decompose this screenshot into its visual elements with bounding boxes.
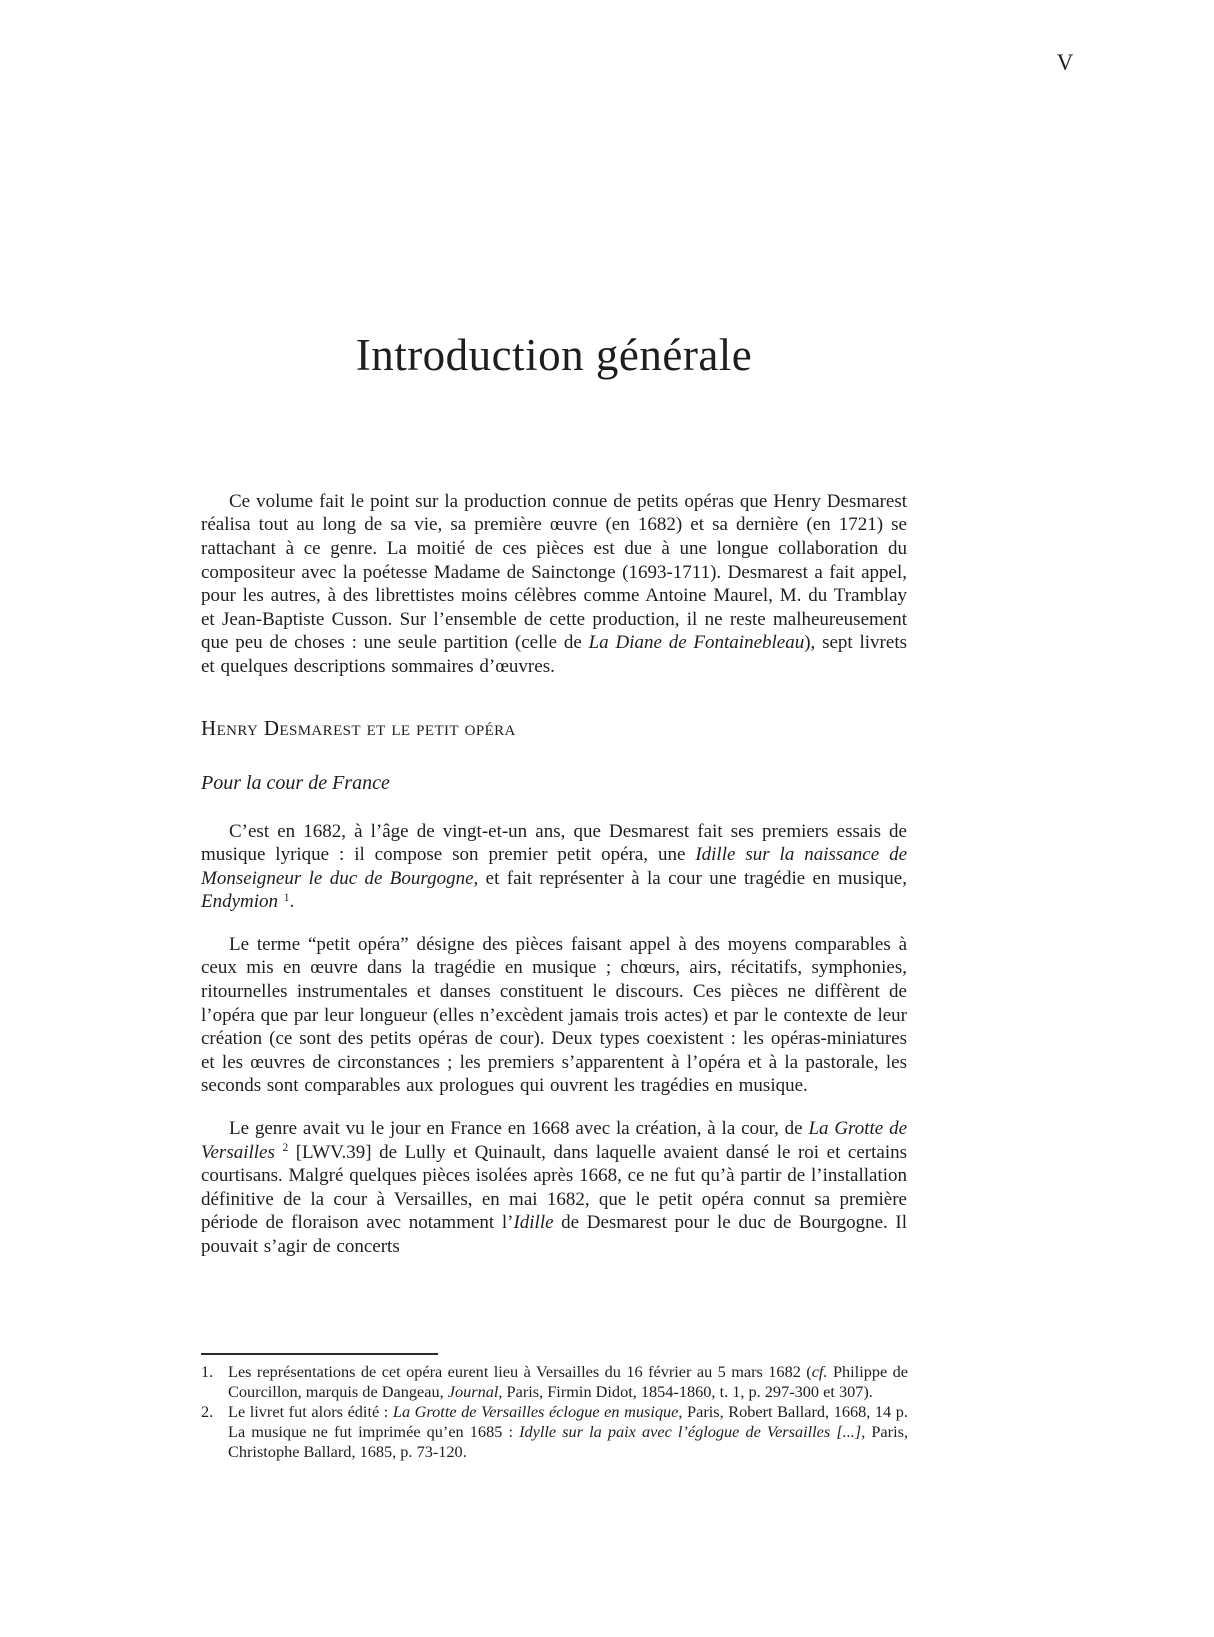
chapter-title: Introduction générale (355, 330, 753, 380)
footnote-separator-rule (201, 1353, 438, 1355)
text-column (201, 0, 907, 1278)
footnotes-block (201, 1353, 908, 1462)
paragraph-1: Ce volume fait le point sur la production connue de petits opéras que Henry Desmarest réalisa tout au long de sa vie, sa première œuvre (en 1682) et sa dernière (en 1721) se rattachant à ce genre. La moitié de ces pièces est due à une longue collaboration du compositeur avec la poétesse Madame de Sainctonge (1693-1711). Desmarest a fait appel, pour les autres, à des librettistes moins célèbres comme Antoine Maurel, M. du Tramblay et Jean-Baptiste Cusson. Sur l’ensemble de cette production, il ne reste malheureusement que peu de choses : une seule partition (celle de La Diane de Fontainebleau), sept livrets et quelques descriptions sommaires d’œuvres. (201, 490, 907, 677)
page-number: V (1056, 50, 1074, 75)
footnote-number: 1. (201, 1362, 214, 1381)
paragraph-3: Le terme “petit opéra” désigne des pièces faisant appel à des moyens comparables à ceux mis en œuvre dans la tragédie en musique ; chœurs, airs, récitatifs, symphonies, ritournelles instrumentales et danses constituent le discours. Ces pièces ne diffèrent de l’opéra que par leur longueur (elles n’excèdent jamais trois actes) et par le contexte de leur création (ce sont des petits opéras de cour). Deux types coexistent : les opéras-miniatures et les œuvres de circonstances ; les premiers s’apparentent à l’opéra et à la pastorale, les seconds sont comparables aux prologues qui ouvrent les tragédies en musique. (201, 933, 907, 1097)
section-heading: Henry Desmarest et le petit opéra (201, 715, 516, 740)
paragraph-4: Le genre avait vu le jour en France en 1668 avec la création, à la cour, de La Grotte de Versailles $^2$ [LWV.39] de Lully et Quinault, dans laquelle avaient dansé le roi et certains courtisans. Malgré quelques pièces isolées après 1668, ce ne fut qu’à partir de l’installation définitive de la cour à Versailles, en mai 1682, que le petit opéra connut sa première période de floraison avec notamment l’Idille de Desmarest pour le duc de Bourgogne. Il pouvait s’agir de concerts (201, 1118, 907, 1257)
paragraph-2: C’est en 1682, à l’âge de vingt-et-un ans, que Desmarest fait ses premiers essais de musique lyrique : il compose son premier petit opéra, une Idille sur la naissance de Monseigneur le duc de Bourgogne, et fait représenter à la cour une tragédie en musique, Endymion $^1$. (201, 820, 908, 913)
footnote-2 (201, 1402, 908, 1462)
subsection-heading: Pour la cour de France (201, 771, 390, 794)
footnote-1 (201, 1362, 908, 1402)
footnote-number: 2. (201, 1401, 214, 1421)
footnote-text: Le livret fut alors édité : La Grotte de Versailles éclogue en musique, Paris, Robert Ballard, 1668, 14 p. La musique ne fut imprimée qu’en 1685 : Idylle sur la paix avec l’églogue de Versailles [...], Paris, Christophe Ballard, 1685, p. 73-120. (228, 1401, 909, 1461)
footnote-text: Les représentations de cet opéra eurent lieu à Versailles du 16 février au 5 mars 1682 (cf. Philippe de Courcillon, marquis de Dangeau, Journal, Paris, Firmin Didot, 1854-1860, t. 1, p. 297-300 et 307). (228, 1362, 909, 1401)
